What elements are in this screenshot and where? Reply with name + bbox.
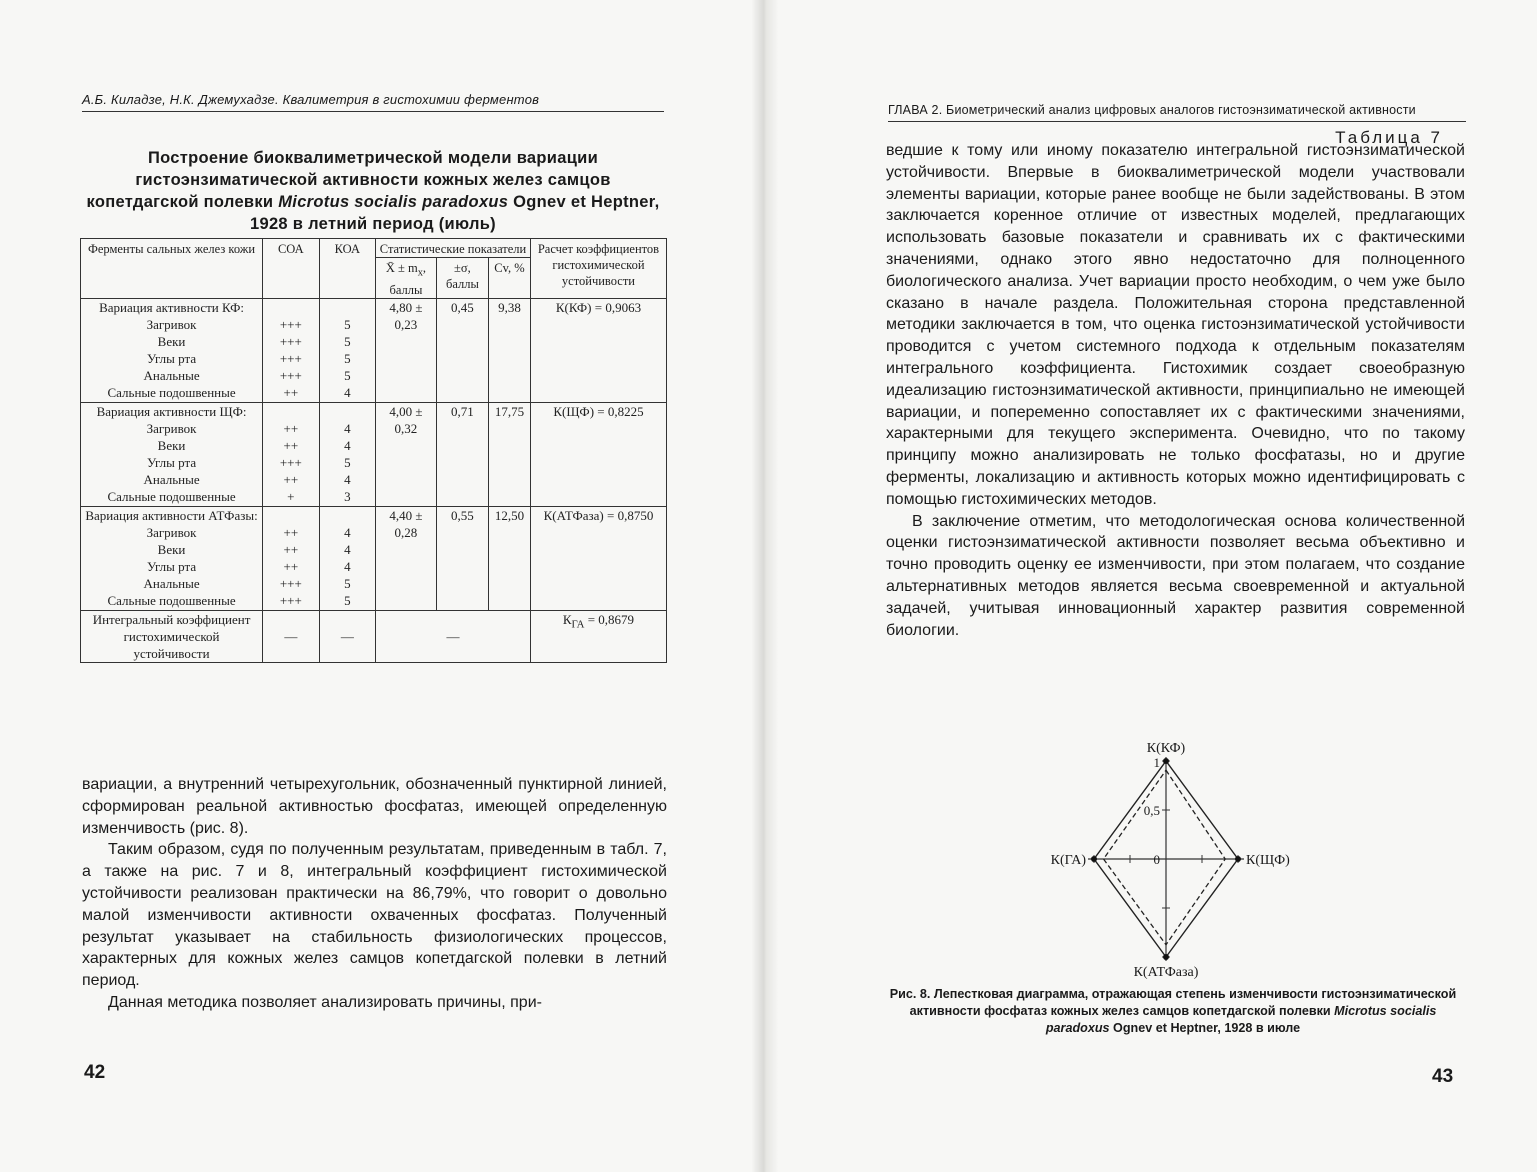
vertex-point	[1163, 758, 1169, 764]
gland-name: Загривок	[81, 316, 263, 333]
soa-value: +++	[263, 350, 320, 367]
label-shf: К(ЩФ)	[1246, 853, 1290, 868]
header-mean: X̄ ± $m_x$, баллы	[376, 258, 437, 299]
soa-value: ++	[263, 541, 320, 558]
koa-value: 5	[319, 316, 376, 333]
koa-value: 4	[319, 558, 376, 575]
soa-value: +++	[263, 333, 320, 350]
header-koa: КОА	[319, 239, 376, 299]
soa-value: +++	[263, 592, 320, 610]
left-paragraph-2: Таким образом, судя по полученным результатам, приведенным в табл. 7, а также на рис. 7 и 8, интегральный коэффициент гистохимической устойчивости реализован практически на 86,79%, что говорит о довольно малой изменчивости активности охваченных фосфатаз. Полученный результат указывает на стабильность физиологических процессов, характерных для кожных желез самцов копетдагской полевки в летний период.	[82, 841, 667, 990]
group-title: Вариация активности КФ:	[81, 298, 263, 316]
table-body	[81, 298, 667, 662]
koa-value: 5	[319, 575, 376, 592]
soa-value: +++	[263, 367, 320, 384]
koa-value: 4	[319, 524, 376, 541]
koa-value: 4	[319, 420, 376, 437]
soa-value: +++	[263, 575, 320, 592]
table-row	[81, 506, 667, 524]
right-paragraph-1: ведшие к тому или иному показателю интегральной гистоэнзиматической устойчивости. Впервые в биоквалиметрической модели участвовали элементы вариации, которые ранее вообще не были задействованы. В этом заключается коренное отличие от известных моделей, предлагающих использовать базовые показатели и сравнивать их с фактическими значениями, однако этого явно недостаточно для полноценного биологического анализа. Учет вариации просто необходим, о чем уже было сказано в начале раздела. Положительная сторона представленной методики заключается в том, что оценка гистоэнзиматической устойчивости проводится с учетом системного подхода к отдельным показателям интегрального коэффициента. Гистохимик создает своеобразную идеализацию гистоэнзиматической активности, принципиально не имеющей вариации, и попеременно сопоставляет их с фактическими значениями, характерными для текущего эксперимента. Очевидно, что по такому принципу можно анализировать не только фосфатазы, но и другие ферменты, локализацию и активность которых можно идентифицировать с помощью гистохимических методов.	[886, 142, 1465, 508]
koa-value: 4	[319, 437, 376, 454]
gland-name: Углы рта	[81, 350, 263, 367]
vertex-point	[1091, 856, 1097, 862]
soa-value: ++	[263, 471, 320, 488]
soa-value: +	[263, 488, 320, 506]
gland-name: Углы рта	[81, 454, 263, 471]
koa-value: 5	[319, 350, 376, 367]
right-page-number: 43	[1432, 1066, 1454, 1087]
gland-name: Сальные подошвенные	[81, 488, 263, 506]
header-coefficients: Расчет коэффициентов гистохимической устойчивости	[530, 239, 666, 299]
soa-cell	[263, 506, 320, 524]
soa-value: ++	[263, 420, 320, 437]
gland-name: Анальные	[81, 471, 263, 488]
koa-value: 3	[319, 488, 376, 506]
left-paragraph-1: вариации, а внутренний четырехугольник, обозначенный пунктирной линией, сформирован реальной активностью фосфатаз, имеющей определенную изменчивость (рис. 8).	[82, 776, 667, 837]
radar-chart	[1040, 738, 1290, 984]
gland-name: Сальные подошвенные	[81, 592, 263, 610]
caption-part-1: Лепестковая диаграмма, отражающая степень изменчивости гистоэнзиматической активности фосфатаз кожных желез самцов копетдагской полевки	[909, 987, 1457, 1018]
sd-cell: 0,71	[436, 402, 488, 506]
koa-value: 4	[319, 471, 376, 488]
vertex-point	[1235, 856, 1241, 862]
vertex-point	[1163, 954, 1169, 960]
series-actual	[1104, 770, 1226, 945]
cv-cell: 17,75	[489, 402, 531, 506]
soa-value: +++	[263, 316, 320, 333]
header-stats: Статистические показатели	[376, 239, 531, 258]
table-row	[81, 402, 667, 420]
soa-value: ++	[263, 524, 320, 541]
gland-name: Сальные подошвенные	[81, 384, 263, 402]
soa-value: +++	[263, 454, 320, 471]
label-ga: К(ГА)	[1050, 853, 1086, 868]
koa-value: 5	[319, 333, 376, 350]
caption-prefix: Рис. 8.	[889, 987, 931, 1001]
table-row	[81, 610, 667, 662]
tick-label-1: 1	[1153, 755, 1160, 770]
koa-value: 5	[319, 454, 376, 471]
gland-name: Загривок	[81, 524, 263, 541]
sd-cell: 0,55	[436, 506, 488, 610]
mean-cell: 4,40 ± 0,28	[376, 506, 437, 610]
koa-cell	[319, 402, 376, 420]
left-page-number: 42	[84, 1062, 106, 1083]
header-cv: Cv, %	[489, 258, 531, 299]
caption-species: Microtus socialis paradoxus	[1045, 1004, 1437, 1035]
k-cell: К(КФ) = 0,9063	[530, 298, 666, 402]
left-paragraph-3: Данная методика позволяет анализировать причины, при-	[108, 993, 542, 1011]
cv-cell: 9,38	[489, 298, 531, 402]
koa-value: 5	[319, 592, 376, 610]
right-body-text	[886, 140, 1465, 641]
mean-cell: 4,80 ± 0,23	[376, 298, 437, 402]
tick-label-0: 0	[1153, 852, 1160, 867]
gland-name: Анальные	[81, 367, 263, 384]
integral-stats: —	[376, 610, 531, 662]
radar-labels	[1051, 741, 1291, 980]
soa-cell	[263, 298, 320, 316]
table-title-species: Microtus socialis paradoxus	[278, 193, 509, 211]
integral-soa: —	[263, 610, 320, 662]
koa-value: 4	[319, 541, 376, 558]
gland-name: Углы рта	[81, 558, 263, 575]
k-cell: К(АТФаза) = 0,8750	[530, 506, 666, 610]
k-cell: К(ЩФ) = 0,8225	[530, 402, 666, 506]
table-title-part-1: Построение биоквалиметрической модели вариации гистоэнзиматической активности кожных желез самцов копетдагской полевки	[86, 149, 611, 211]
integral-k: $К_{ГА} = 0,8679$	[530, 610, 666, 662]
tick-label-05: 0,5	[1143, 803, 1160, 818]
soa-value: ++	[263, 437, 320, 454]
koa-cell	[319, 506, 376, 524]
header-soa: СОА	[263, 239, 320, 299]
right-paragraph-2: В заключение отметим, что методологическая основа количественной оценки гистоэнзиматической активности позволяет весьма объективно и точно проводить оценку ее изменчивости, при этом полагаем, что создание альтернативных методов является весьма своевременной и актуальной задачей, учитывая инновационный характер развития современной биологии.	[886, 512, 1465, 639]
gland-name: Веки	[81, 333, 263, 350]
group-title: Вариация активности АТФазы:	[81, 506, 263, 524]
gland-name: Веки	[81, 437, 263, 454]
left-body-text	[82, 774, 667, 1014]
caption-part-2: Ognev et Heptner, 1928 в июле	[1109, 1021, 1301, 1035]
soa-value: ++	[263, 558, 320, 575]
sd-cell: 0,45	[436, 298, 488, 402]
right-running-head: ГЛАВА 2. Биометрический анализ цифровых аналогов гистоэнзиматической активности	[888, 103, 1466, 122]
koa-cell	[319, 298, 376, 316]
integral-title: Интегральный коэффициент гистохимической устойчивости	[81, 610, 263, 662]
table-label: Таблица 7	[1335, 128, 1443, 147]
gland-name: Веки	[81, 541, 263, 558]
group-title: Вариация активности ЩФ:	[81, 402, 263, 420]
gland-name: Загривок	[81, 420, 263, 437]
koa-value: 4	[319, 384, 376, 402]
soa-cell	[263, 402, 320, 420]
header-sd: ±σ, баллы	[436, 258, 488, 299]
soa-value: ++	[263, 384, 320, 402]
data-table	[80, 238, 667, 663]
cv-cell: 12,50	[489, 506, 531, 610]
book-gutter	[752, 0, 778, 1172]
figure-caption	[882, 986, 1464, 1037]
gland-name: Анальные	[81, 575, 263, 592]
mean-cell: 4,00 ± 0,32	[376, 402, 437, 506]
label-kf: К(КФ)	[1146, 741, 1186, 756]
integral-koa: —	[319, 610, 376, 662]
table-title	[82, 147, 664, 235]
radar-axes	[1088, 757, 1244, 961]
header-enzymes: Ферменты сальных желез кожи	[81, 239, 263, 299]
table-row	[81, 298, 667, 316]
table-title-part-2: Ognev et Heptner, 1928 в летний период (июль)	[250, 193, 660, 233]
label-atfaza: К(АТФаза)	[1133, 965, 1199, 980]
koa-value: 5	[319, 367, 376, 384]
left-running-head: А.Б. Киладзе, Н.К. Джемухадзе. Квалиметрия в гистохимии ферментов	[82, 92, 664, 112]
